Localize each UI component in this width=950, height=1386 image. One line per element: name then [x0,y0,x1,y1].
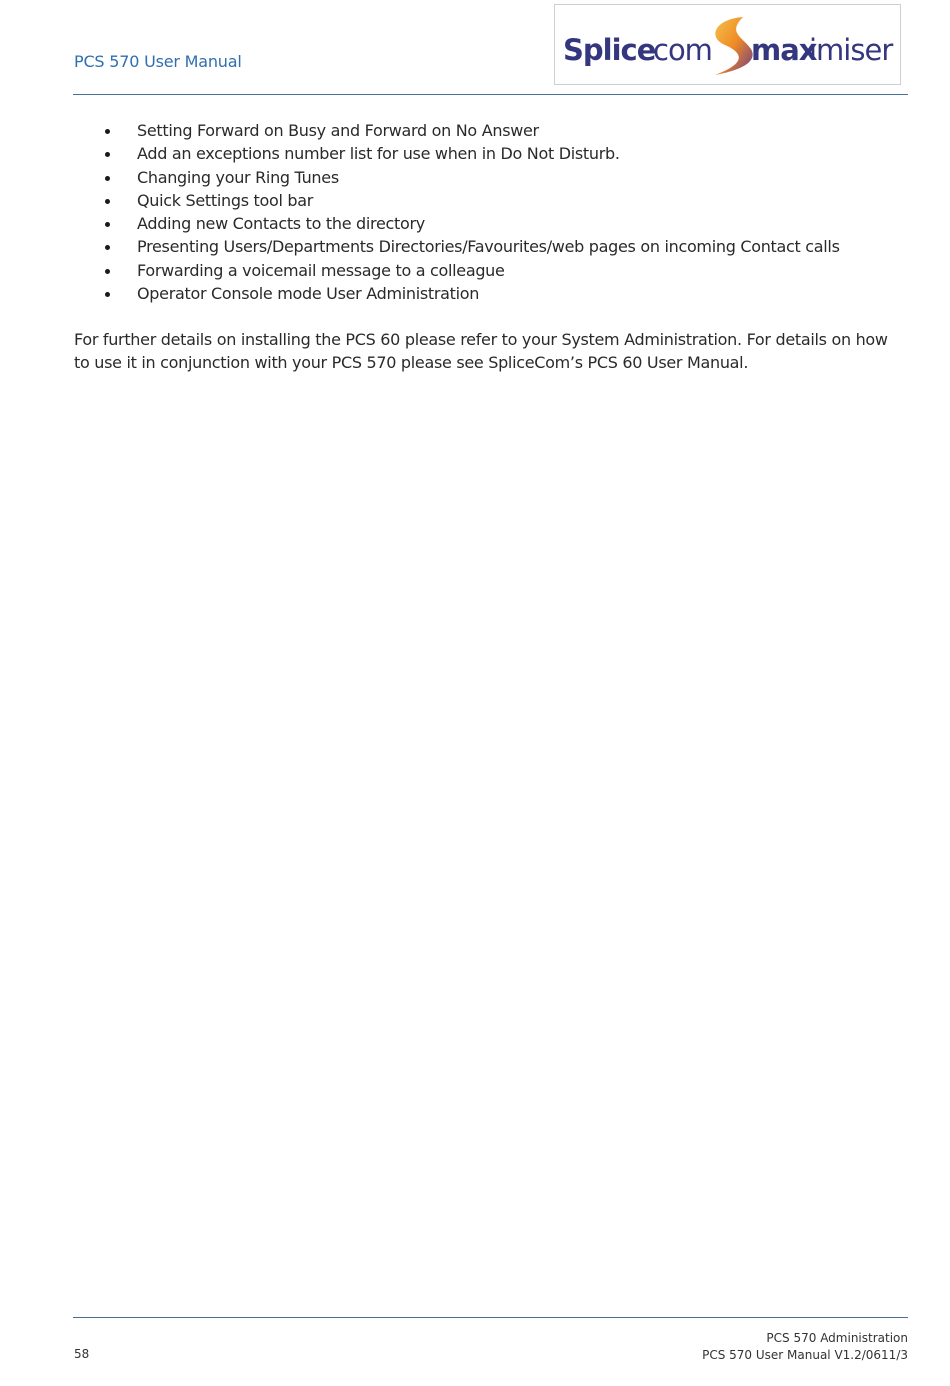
paragraph-line-1: For further details on installing the PCS 60 please refer to your System Administration. For details on how [74,330,888,349]
list-item: Add an exceptions number list for use when in Do Not Disturb. [74,142,840,165]
list-item: Operator Console mode User Administration [74,282,840,305]
list-item: Presenting Users/Departments Directories/Favourites/web pages on incoming Contact calls [74,235,840,258]
footer-divider [73,1317,908,1318]
logo-word-imiser: imiser [809,33,893,67]
logo-word-com: com [653,33,712,67]
header-title: PCS 570 User Manual [74,52,242,71]
header-divider [73,94,908,95]
page-number: 58 [74,1347,90,1361]
splicecom-maximiser-logo [554,4,901,85]
bullet-icon [105,222,110,227]
feature-list [74,119,840,305]
list-item: Forwarding a voicemail message to a colleague [74,259,840,282]
bullet-icon [105,152,110,157]
bullet-icon [105,129,110,134]
footer-section-title: PCS 570 Administration [766,1331,908,1345]
bullet-icon [105,245,110,250]
footer-info [702,1330,908,1364]
list-item: Setting Forward on Busy and Forward on No Answer [74,119,840,142]
bullet-icon [105,269,110,274]
bullet-icon [105,199,110,204]
logo-word-splice: Splice [563,33,656,67]
bullet-icon [105,292,110,297]
list-item: Quick Settings tool bar [74,189,840,212]
body-paragraph [74,328,904,375]
logo-word-max: max [751,33,817,67]
list-item: Adding new Contacts to the directory [74,212,840,235]
bullet-icon [105,176,110,181]
list-item: Changing your Ring Tunes [74,166,840,189]
footer-document-version: PCS 570 User Manual V1.2/0611/3 [702,1348,908,1362]
paragraph-line-2: to use it in conjunction with your PCS 570 please see SpliceCom’s PCS 60 User Manual. [74,353,749,373]
logo-swoosh-icon [715,17,753,75]
